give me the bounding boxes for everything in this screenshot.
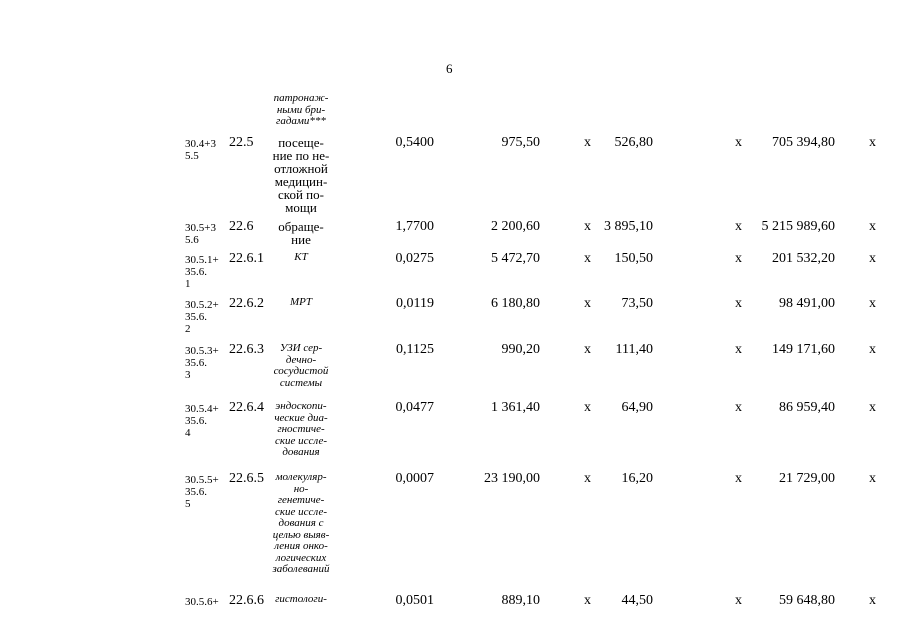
row-price: 975,50 [501,135,540,150]
row-price: 990,20 [501,342,540,357]
row-volume: 526,80 [614,135,653,150]
row-x-mark: х [869,400,876,415]
header-fragment: патронаж- ными бри- гадами*** [273,92,329,127]
row-x-mark: х [735,296,742,311]
row-price: 6 180,80 [491,296,540,311]
row-x-mark: х [584,296,591,311]
row-sum: 149 171,60 [772,342,835,357]
row-x-mark: х [735,471,742,486]
row-coefficient: 0,5400 [395,135,434,150]
row-code: 30.5.4+ 35.6. 4 [185,403,219,439]
row-x-mark: х [869,251,876,266]
row-unit: МРТ [290,296,312,308]
row-unit: обраще- ние [278,219,324,247]
row-unit: гистологи- [275,593,327,605]
row-x-mark: х [869,593,876,608]
row-sum: 59 648,80 [779,593,835,608]
row-sum: 21 729,00 [779,471,835,486]
row-x-mark: х [869,219,876,234]
row-x-mark: х [584,400,591,415]
row-coefficient: 0,0119 [396,296,434,311]
row-x-mark: х [735,342,742,357]
row-x-mark: х [584,342,591,357]
row-coefficient: 0,0501 [395,593,434,608]
row-subcode: 22.6.5 [229,471,264,486]
row-volume: 64,90 [621,400,653,415]
row-x-mark: х [584,135,591,150]
row-sum: 705 394,80 [772,135,835,150]
row-x-mark: х [584,471,591,486]
row-x-mark: х [869,471,876,486]
row-volume: 3 895,10 [604,219,653,234]
row-x-mark: х [584,593,591,608]
row-x-mark: х [869,342,876,357]
row-x-mark: х [869,296,876,311]
row-code: 30.5.3+ 35.6. 3 [185,345,219,381]
row-sum: 86 959,40 [779,400,835,415]
row-price: 5 472,70 [491,251,540,266]
row-code: 30.4+3 5.5 [185,138,216,162]
row-volume: 150,50 [614,251,653,266]
row-coefficient: 0,0007 [395,471,434,486]
row-sum: 5 215 989,60 [761,219,835,234]
row-price: 1 361,40 [491,400,540,415]
row-subcode: 22.6.6 [229,593,264,608]
row-price: 889,10 [501,593,540,608]
page-number: 6 [446,61,453,76]
row-coefficient: 0,1125 [396,342,434,357]
row-subcode: 22.6.3 [229,342,264,357]
row-x-mark: х [735,135,742,150]
row-subcode: 22.5 [229,135,254,150]
row-x-mark: х [735,593,742,608]
row-unit: молекуляр- но- генетиче- ские иссле- дования с целью выяв- ления онко- логических заболеваний [272,471,330,575]
row-coefficient: 1,7700 [395,219,434,234]
row-code: 30.5.2+ 35.6. 2 [185,299,219,335]
row-x-mark: х [869,135,876,150]
row-unit: КТ [294,251,308,263]
row-subcode: 22.6 [229,219,254,234]
row-coefficient: 0,0477 [395,400,434,415]
row-sum: 98 491,00 [779,296,835,311]
row-coefficient: 0,0275 [395,251,434,266]
row-unit: УЗИ сер- дечно- сосудистой системы [273,342,329,389]
row-x-mark: х [735,219,742,234]
row-x-mark: х [584,251,591,266]
row-code: 30.5+3 5.6 [185,222,216,246]
row-subcode: 22.6.2 [229,296,264,311]
row-volume: 111,40 [615,342,653,357]
row-x-mark: х [584,219,591,234]
row-subcode: 22.6.1 [229,251,264,266]
row-code: 30.5.5+ 35.6. 5 [185,474,219,510]
row-volume: 73,50 [621,296,653,311]
row-subcode: 22.6.4 [229,400,264,415]
row-volume: 16,20 [621,471,653,486]
row-x-mark: х [735,400,742,415]
row-volume: 44,50 [621,593,653,608]
row-unit: посеще- ние по не- отложной медицин- ской по- мощи [272,135,330,215]
row-x-mark: х [735,251,742,266]
row-code: 30.5.1+ 35.6. 1 [185,254,219,290]
row-price: 2 200,60 [491,219,540,234]
row-unit: эндоскопи- ческие диа- гностиче- ские иссле- дования [274,400,328,458]
row-code: 30.5.6+ [185,596,219,608]
row-price: 23 190,00 [484,471,540,486]
row-sum: 201 532,20 [772,251,835,266]
